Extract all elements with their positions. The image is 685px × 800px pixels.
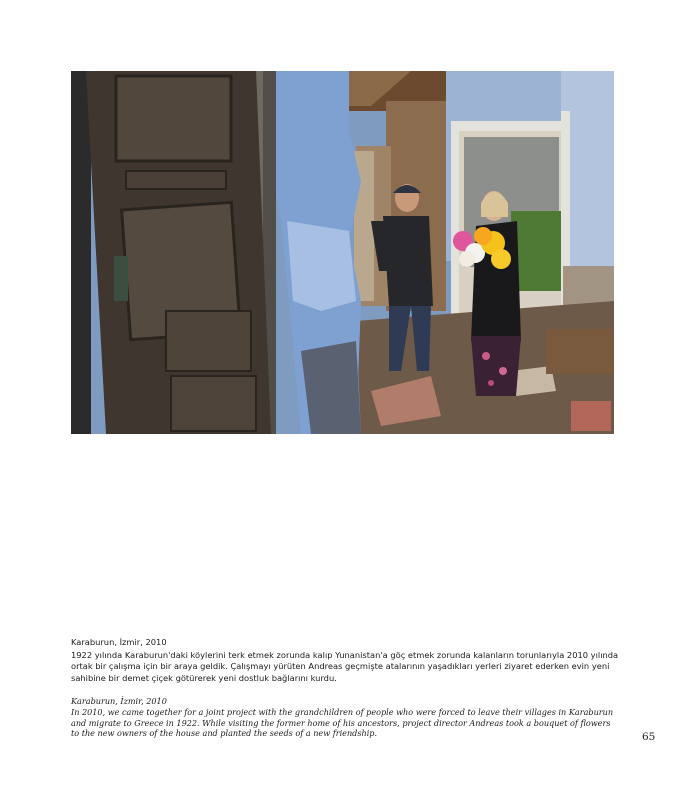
caption-body-english: In 2010, we came together for a joint project with the grandchildren of people who were forced to leave their villages in Karaburun and migrate to Greece in 1922. While visiting the former home of his ancestors, project director Andreas took a bouquet of flowers to the new owners of the house and planted the seeds of a new friendship. xyxy=(71,706,614,739)
caption-body-turkish: 1922 yılında Karaburun'daki köylerini terk etmek zorunda kalıp Yunanistan'a göç etmek zorunda kalanların torunlarıyla 2010 yılında ortak bir çalışma için bir araya geldik. Çalışmayı yürüten Andreas geçmişte atalarının yaşadıkları yerleri ziyaret ederken evin yeni sahibine bir demet çiçek götürerek yeni dostluk bağlarını kurdu. xyxy=(71,649,619,683)
caption-english xyxy=(71,696,619,738)
photograph xyxy=(71,71,614,434)
page-number: 65 xyxy=(642,731,656,743)
ruined-house-photo xyxy=(71,71,614,434)
photo-caption xyxy=(71,637,619,739)
caption-title-turkish: Karaburun, İzmir, 2010 xyxy=(71,637,167,647)
caption-title-english: Karaburun, İzmir, 2010 xyxy=(71,696,167,707)
